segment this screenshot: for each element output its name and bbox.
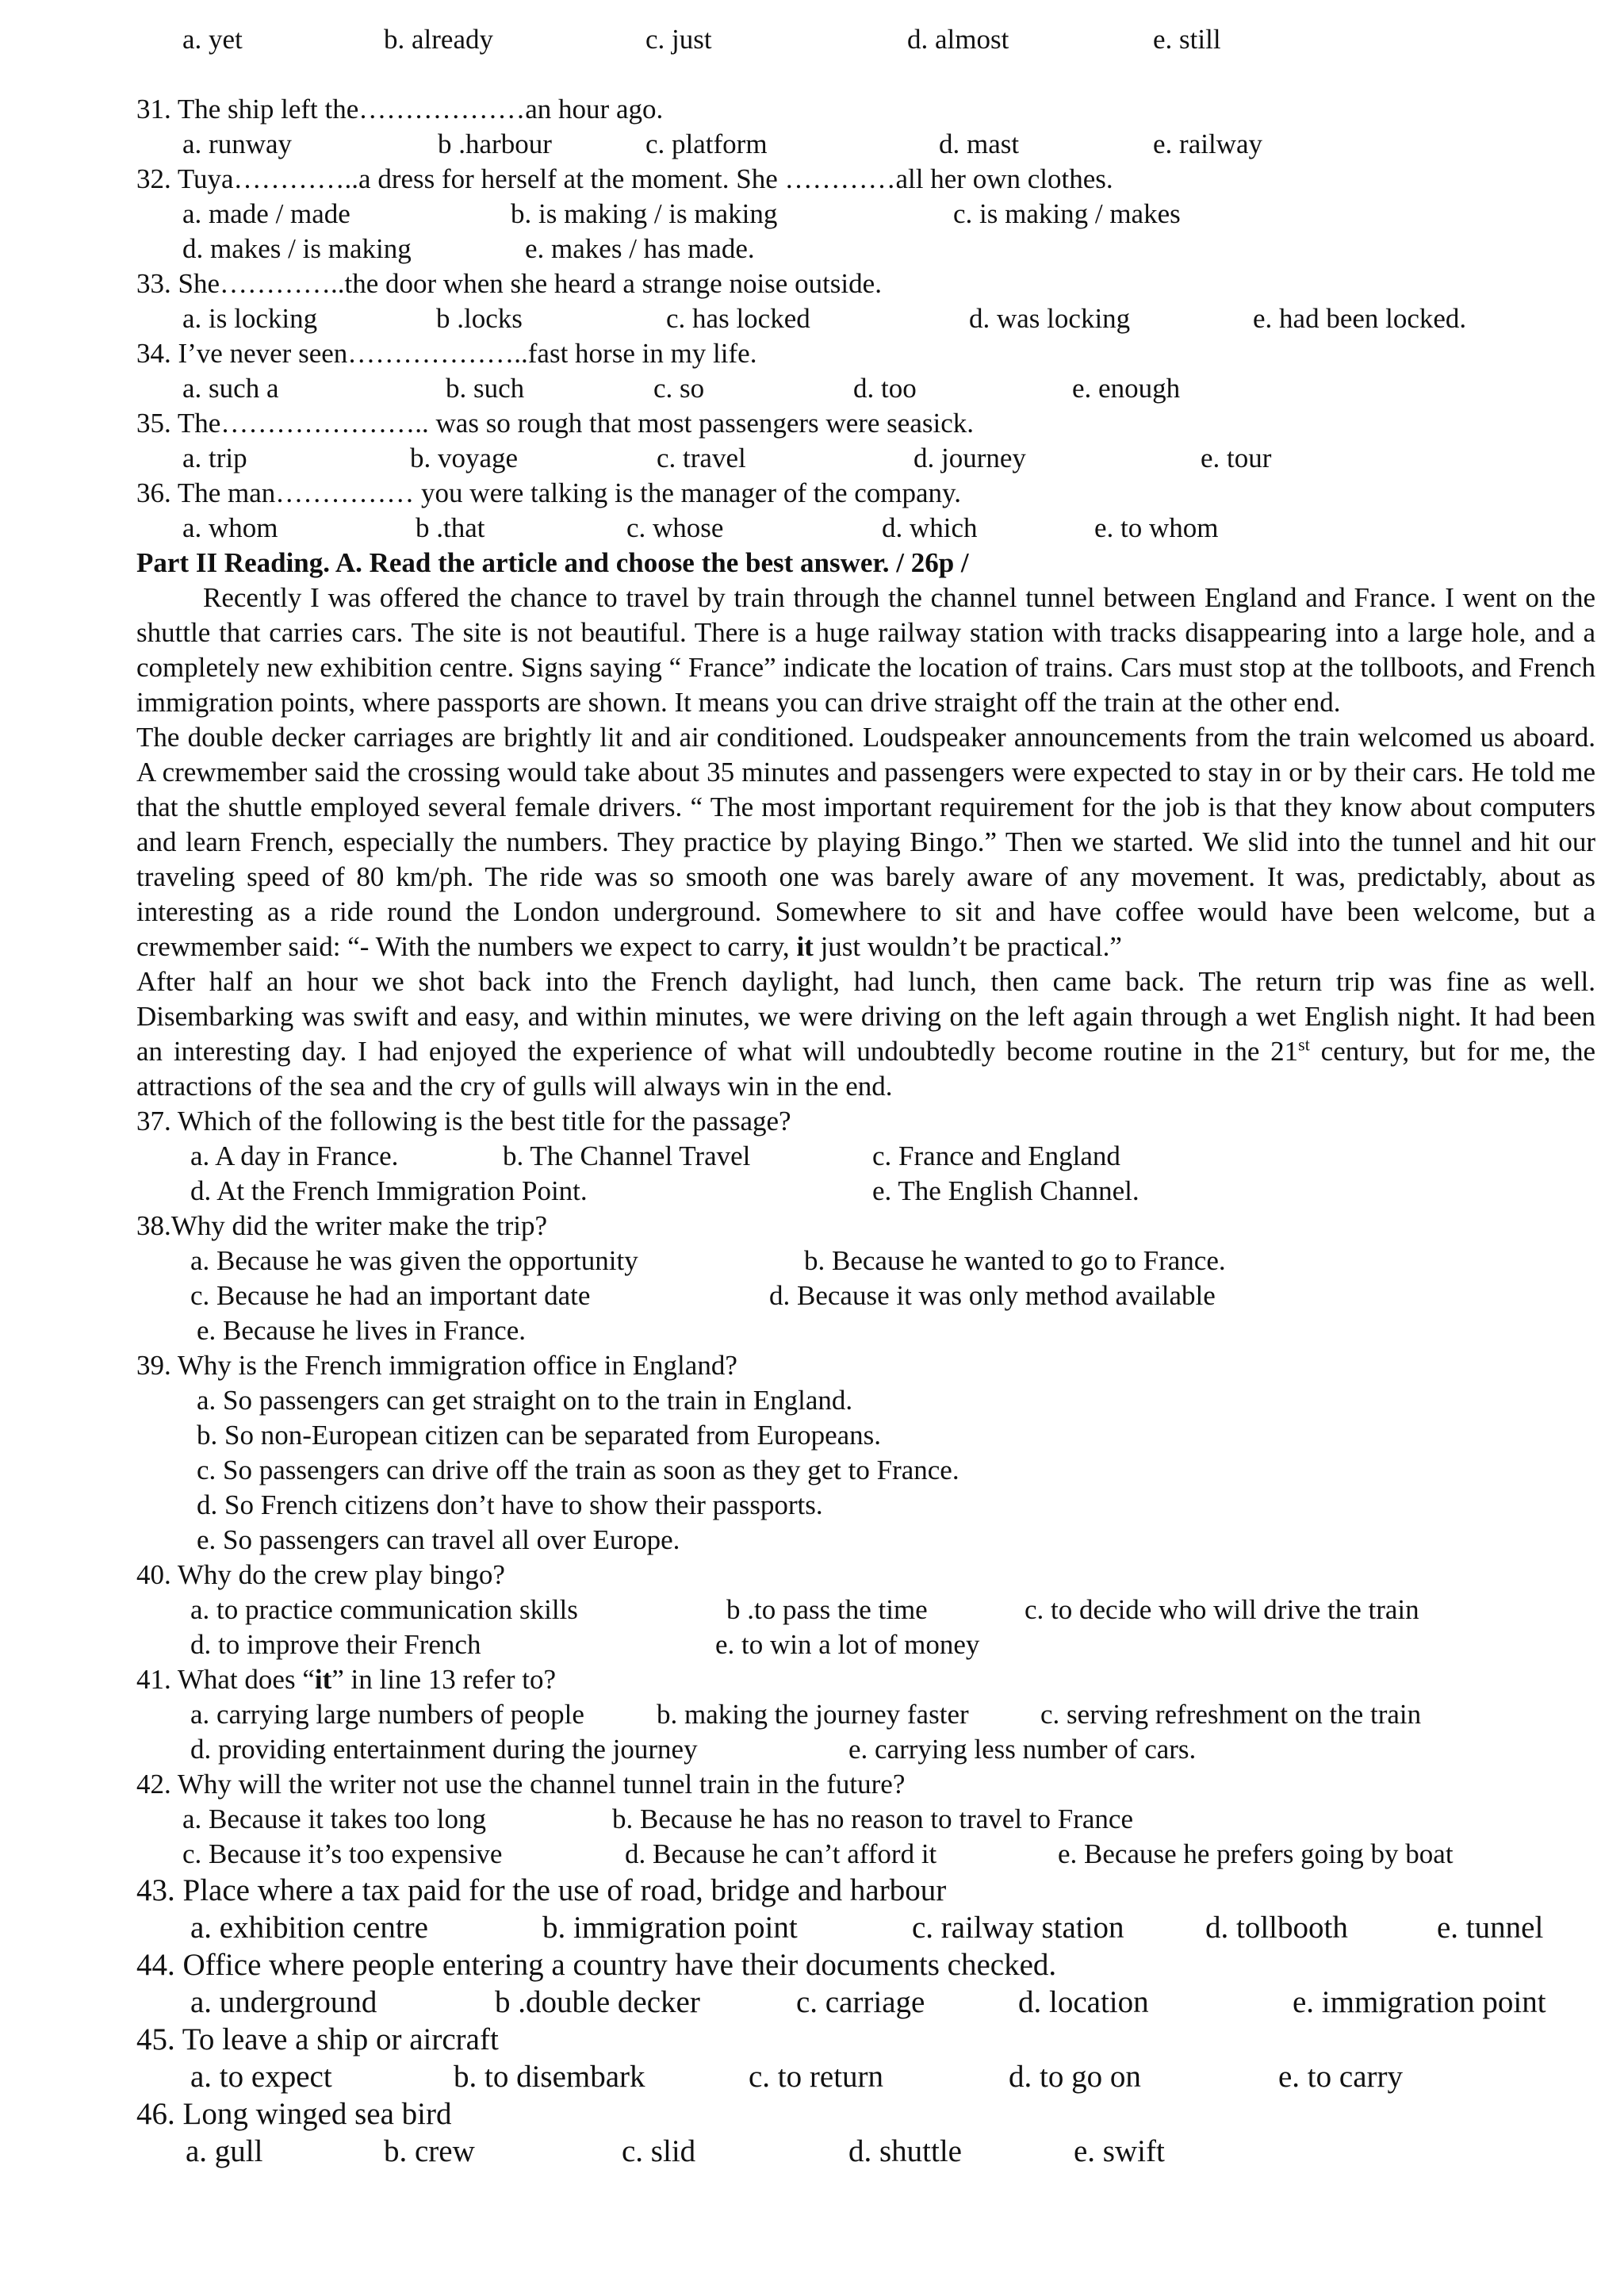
q35-options [136, 441, 1595, 476]
q33-option-d: d. was locking [969, 303, 1131, 334]
q39-stem: 39. Why is the French immigration office in England? [136, 1350, 737, 1381]
q38-option-d: d. Because it was only method available [769, 1280, 1216, 1311]
q39-option-e-row [136, 1523, 1595, 1558]
article-paragraph-2-text: The double decker carriages are brightly lit and air conditioned. Loudspeaker announcements from the train welcomed us aboard. A crewmember said the crossing would take about 35 minutes and passengers were expected to stay in or by their cars. He told me that the shuttle employed several female drivers. “ The most important requirement for the job is that they know about computers and learn French, especially the numbers. They practice by playing Bingo.” Then we started. We slid into the tunnel and hit our traveling speed of 80 km/ph. The ride was so smooth one was barely aware of any movement. It was, predictably, about as interesting as a ride round the London underground. Somewhere to sit and have coffee would have been welcome, but a crewmember said: “- With the numbers we expect to carry, [136, 722, 1595, 962]
q38-options-row3 [136, 1313, 1595, 1348]
q38-options-row1 [136, 1244, 1595, 1278]
q34-options [136, 371, 1595, 406]
q34-option-d: d. too [853, 373, 917, 404]
article-paragraph-3-text: After half an hour we shot back into the French daylight, had lunch, then came back. The return trip was fine as well. Disembarking was swift and easy, and within minutes, we were driving on the left again through a wet English night. It had been an interesting day. I had enjoyed the experience of what will undoubtedly become routine in the 21 [136, 966, 1595, 1067]
q40-stem: 40. Why do the crew play bingo? [136, 1559, 505, 1590]
q33-option-e: e. had been locked. [1253, 303, 1467, 334]
q37-stem: 37. Which of the following is the best title for the passage? [136, 1106, 791, 1137]
article-paragraph-2 [136, 720, 1595, 964]
q38-options-row2 [136, 1278, 1595, 1313]
q41-options-row2 [136, 1732, 1595, 1767]
q43-option-a: a. exhibition centre [190, 1911, 428, 1945]
q35-option-d: d. journey [914, 443, 1026, 473]
q32-option-e: e. makes / has made. [525, 233, 755, 264]
q41-option-b: b. making the journey faster [657, 1699, 969, 1730]
q31-options [136, 127, 1595, 162]
q35-option-b: b. voyage [410, 443, 519, 473]
q42-option-b: b. Because he has no reason to travel to France [612, 1803, 1133, 1834]
q32-stem: 32. Tuya…………..a dress for herself at the moment. She …………all her own clothes. [136, 163, 1113, 194]
q32-options-row1 [136, 197, 1595, 232]
q43-option-d: d. tollbooth [1205, 1911, 1348, 1945]
q45-option-e: e. to carry [1278, 2060, 1403, 2094]
q40-option-d: d. to improve their French [190, 1629, 481, 1660]
q43-option-e: e. tunnel [1437, 1911, 1544, 1945]
q40-options-row1 [136, 1593, 1595, 1627]
q42-option-a: a. Because it takes too long [182, 1803, 486, 1834]
article-paragraph-2-end: just wouldn’t be practical.” [820, 931, 1122, 962]
q39-option-a: a. So passengers can get straight on to the train in England. [197, 1385, 853, 1416]
q37-options-row1 [136, 1139, 1595, 1174]
q33-option-b: b .locks [436, 303, 523, 334]
q31-option-c: c. platform [645, 128, 768, 159]
q32-options-row2 [136, 232, 1595, 266]
q44-option-e: e. immigration point [1293, 1985, 1546, 2019]
reading-article [136, 581, 1595, 1104]
q37-option-b: b. The Channel Travel [503, 1140, 751, 1171]
q40-options-row2 [136, 1627, 1595, 1662]
q31-stem: 31. The ship left the………………an hour ago. [136, 94, 664, 125]
q31-option-d: d. mast [939, 128, 1020, 159]
q36-option-e: e. to whom [1094, 512, 1219, 543]
q39-option-a-row [136, 1383, 1595, 1418]
q34-option-e: e. enough [1072, 373, 1181, 404]
q41-option-e: e. carrying less number of cars. [848, 1734, 1197, 1765]
q38-stem: 38.Why did the writer make the trip? [136, 1210, 548, 1241]
q45-option-c: c. to return [749, 2060, 884, 2094]
q41-option-a: a. carrying large numbers of people [190, 1699, 584, 1730]
q36-option-d: d. which [882, 512, 978, 543]
q32-option-d: d. makes / is making [182, 233, 412, 264]
q42-options-row1 [136, 1802, 1595, 1837]
q32-option-b: b. is making / is making [511, 198, 778, 229]
q38-option-b: b. Because he wanted to go to France. [804, 1245, 1226, 1276]
q35-stem: 35. The………………….. was so rough that most passengers were seasick. [136, 408, 974, 439]
q30-option-b: b. already [384, 24, 493, 55]
q37-option-d: d. At the French Immigration Point. [190, 1175, 588, 1206]
q40-option-a: a. to practice communication skills [190, 1594, 578, 1625]
q43-option-c: c. railway station [912, 1911, 1124, 1945]
article-superscript-st: st [1298, 1034, 1310, 1055]
q42-option-c: c. Because it’s too expensive [182, 1838, 503, 1869]
q36-option-a: a. whom [182, 512, 278, 543]
q33-option-a: a. is locking [182, 303, 318, 334]
q30-option-e: e. still [1153, 24, 1221, 55]
q45-option-a: a. to expect [190, 2060, 332, 2094]
q40-option-e: e. to win a lot of money [715, 1629, 980, 1660]
q39-option-b: b. So non-European citizen can be separated from Europeans. [197, 1420, 882, 1451]
q36-stem: 36. The man…………… you were talking is the manager of the company. [136, 477, 962, 508]
q35-option-a: a. trip [182, 443, 247, 473]
q34-option-b: b. such [446, 373, 525, 404]
q42-stem: 42. Why will the writer not use the channel tunnel train in the future? [136, 1769, 906, 1800]
q39-option-d-row [136, 1488, 1595, 1523]
q31-option-a: a. runway [182, 128, 293, 159]
part2-heading: Part II Reading. A. Read the article and choose the best answer. / 26p / [136, 547, 969, 578]
q30-option-d: d. almost [907, 24, 1009, 55]
q46-option-b: b. crew [384, 2134, 475, 2168]
q38-option-a: a. Because he was given the opportunity [190, 1245, 638, 1276]
q35-option-c: c. travel [657, 443, 746, 473]
q31-option-e: e. railway [1153, 128, 1262, 159]
q46-stem: 46. Long winged sea bird [136, 2097, 452, 2131]
q41-stem-it: it [314, 1664, 332, 1695]
q36-option-b: b .that [416, 512, 485, 543]
q41-option-c: c. serving refreshment on the train [1040, 1699, 1422, 1730]
q41-stem [136, 1662, 1595, 1697]
q41-option-d: d. providing entertainment during the journey [190, 1734, 698, 1765]
q30-options [136, 22, 1595, 57]
q39-option-d: d. So French citizens don’t have to show their passports. [197, 1489, 823, 1520]
q34-stem: 34. I’ve never seen………………..fast horse in my life. [136, 338, 757, 369]
q30-option-a: a. yet [182, 24, 243, 55]
q36-option-c: c. whose [626, 512, 724, 543]
article-highlight-it: it [796, 931, 814, 962]
q32-option-c: c. is making / makes [953, 198, 1181, 229]
q41-stem-end: ” in line 13 refer to? [331, 1664, 557, 1695]
q41-stem-start: 41. What does “ [136, 1664, 315, 1695]
q37-option-a: a. A day in France. [190, 1140, 399, 1171]
q36-options [136, 511, 1595, 546]
q44-stem: 44. Office where people entering a country have their documents checked. [136, 1948, 1057, 1982]
q45-option-b: b. to disembark [454, 2060, 645, 2094]
q41-options-row1 [136, 1697, 1595, 1732]
q43-option-b: b. immigration point [542, 1911, 798, 1945]
q45-options [136, 2058, 1595, 2095]
q45-option-d: d. to go on [1009, 2060, 1141, 2094]
q43-stem: 43. Place where a tax paid for the use of road, bridge and harbour [136, 1873, 947, 1907]
q33-stem: 33. She…………..the door when she heard a strange noise outside. [136, 268, 882, 299]
q39-option-b-row [136, 1418, 1595, 1453]
q37-options-row2 [136, 1174, 1595, 1209]
q46-option-a: a. gull [186, 2134, 263, 2168]
q38-option-e: e. Because he lives in France. [197, 1315, 526, 1346]
q42-option-e: e. Because he prefers going by boat [1058, 1838, 1454, 1869]
article-paragraph-3-end: century, but for me, the attractions of the sea and the cry of gulls will always win in the end. [136, 1036, 1596, 1102]
q37-option-e: e. The English Channel. [872, 1175, 1139, 1206]
q46-option-e: e. swift [1074, 2134, 1165, 2168]
q44-option-b: b .double decker [495, 1985, 700, 2019]
vocabulary-section [136, 1872, 1595, 2170]
q34-option-a: a. such a [182, 373, 279, 404]
q46-option-d: d. shuttle [848, 2134, 962, 2168]
q39-option-e: e. So passengers can travel all over Europe. [197, 1524, 680, 1555]
q39-option-c: c. So passengers can drive off the train as soon as they get to France. [197, 1455, 959, 1485]
q32-option-a: a. made / made [182, 198, 350, 229]
document-page [136, 22, 1595, 2170]
q44-options [136, 1984, 1595, 2021]
q43-options [136, 1909, 1595, 1946]
q33-options [136, 301, 1595, 336]
q42-option-d: d. Because he can’t afford it [625, 1838, 937, 1869]
q33-option-c: c. has locked [666, 303, 810, 334]
q46-option-c: c. slid [622, 2134, 696, 2168]
q31-option-b: b .harbour [438, 128, 552, 159]
q40-option-b: b .to pass the time [726, 1594, 928, 1625]
article-paragraph-3 [136, 964, 1595, 1104]
q37-option-c: c. France and England [872, 1140, 1120, 1171]
q40-option-c: c. to decide who will drive the train [1025, 1594, 1419, 1625]
q34-option-c: c. so [653, 373, 705, 404]
q44-option-d: d. location [1018, 1985, 1149, 2019]
q44-option-c: c. carriage [796, 1985, 925, 2019]
q30-option-c: c. just [645, 24, 712, 55]
q46-options [136, 2133, 1595, 2170]
q42-options-row2 [136, 1837, 1595, 1872]
q35-option-e: e. tour [1201, 443, 1272, 473]
q44-option-a: a. underground [190, 1985, 377, 2019]
q38-option-c: c. Because he had an important date [190, 1280, 591, 1311]
article-paragraph-1: Recently I was offered the chance to travel by train through the channel tunnel between England and France. I went on the shuttle that carries cars. The site is not beautiful. There is a huge railway station with tracks disappearing into a large hole, and a completely new exhibition centre. Signs saying “ France” indicate the location of trains. Cars must stop at the tollboots, and French immigration points, where passports are shown. It means you can drive straight off the train at the other end. [136, 582, 1595, 718]
q39-option-c-row [136, 1453, 1595, 1488]
q45-stem: 45. To leave a ship or aircraft [136, 2022, 499, 2056]
